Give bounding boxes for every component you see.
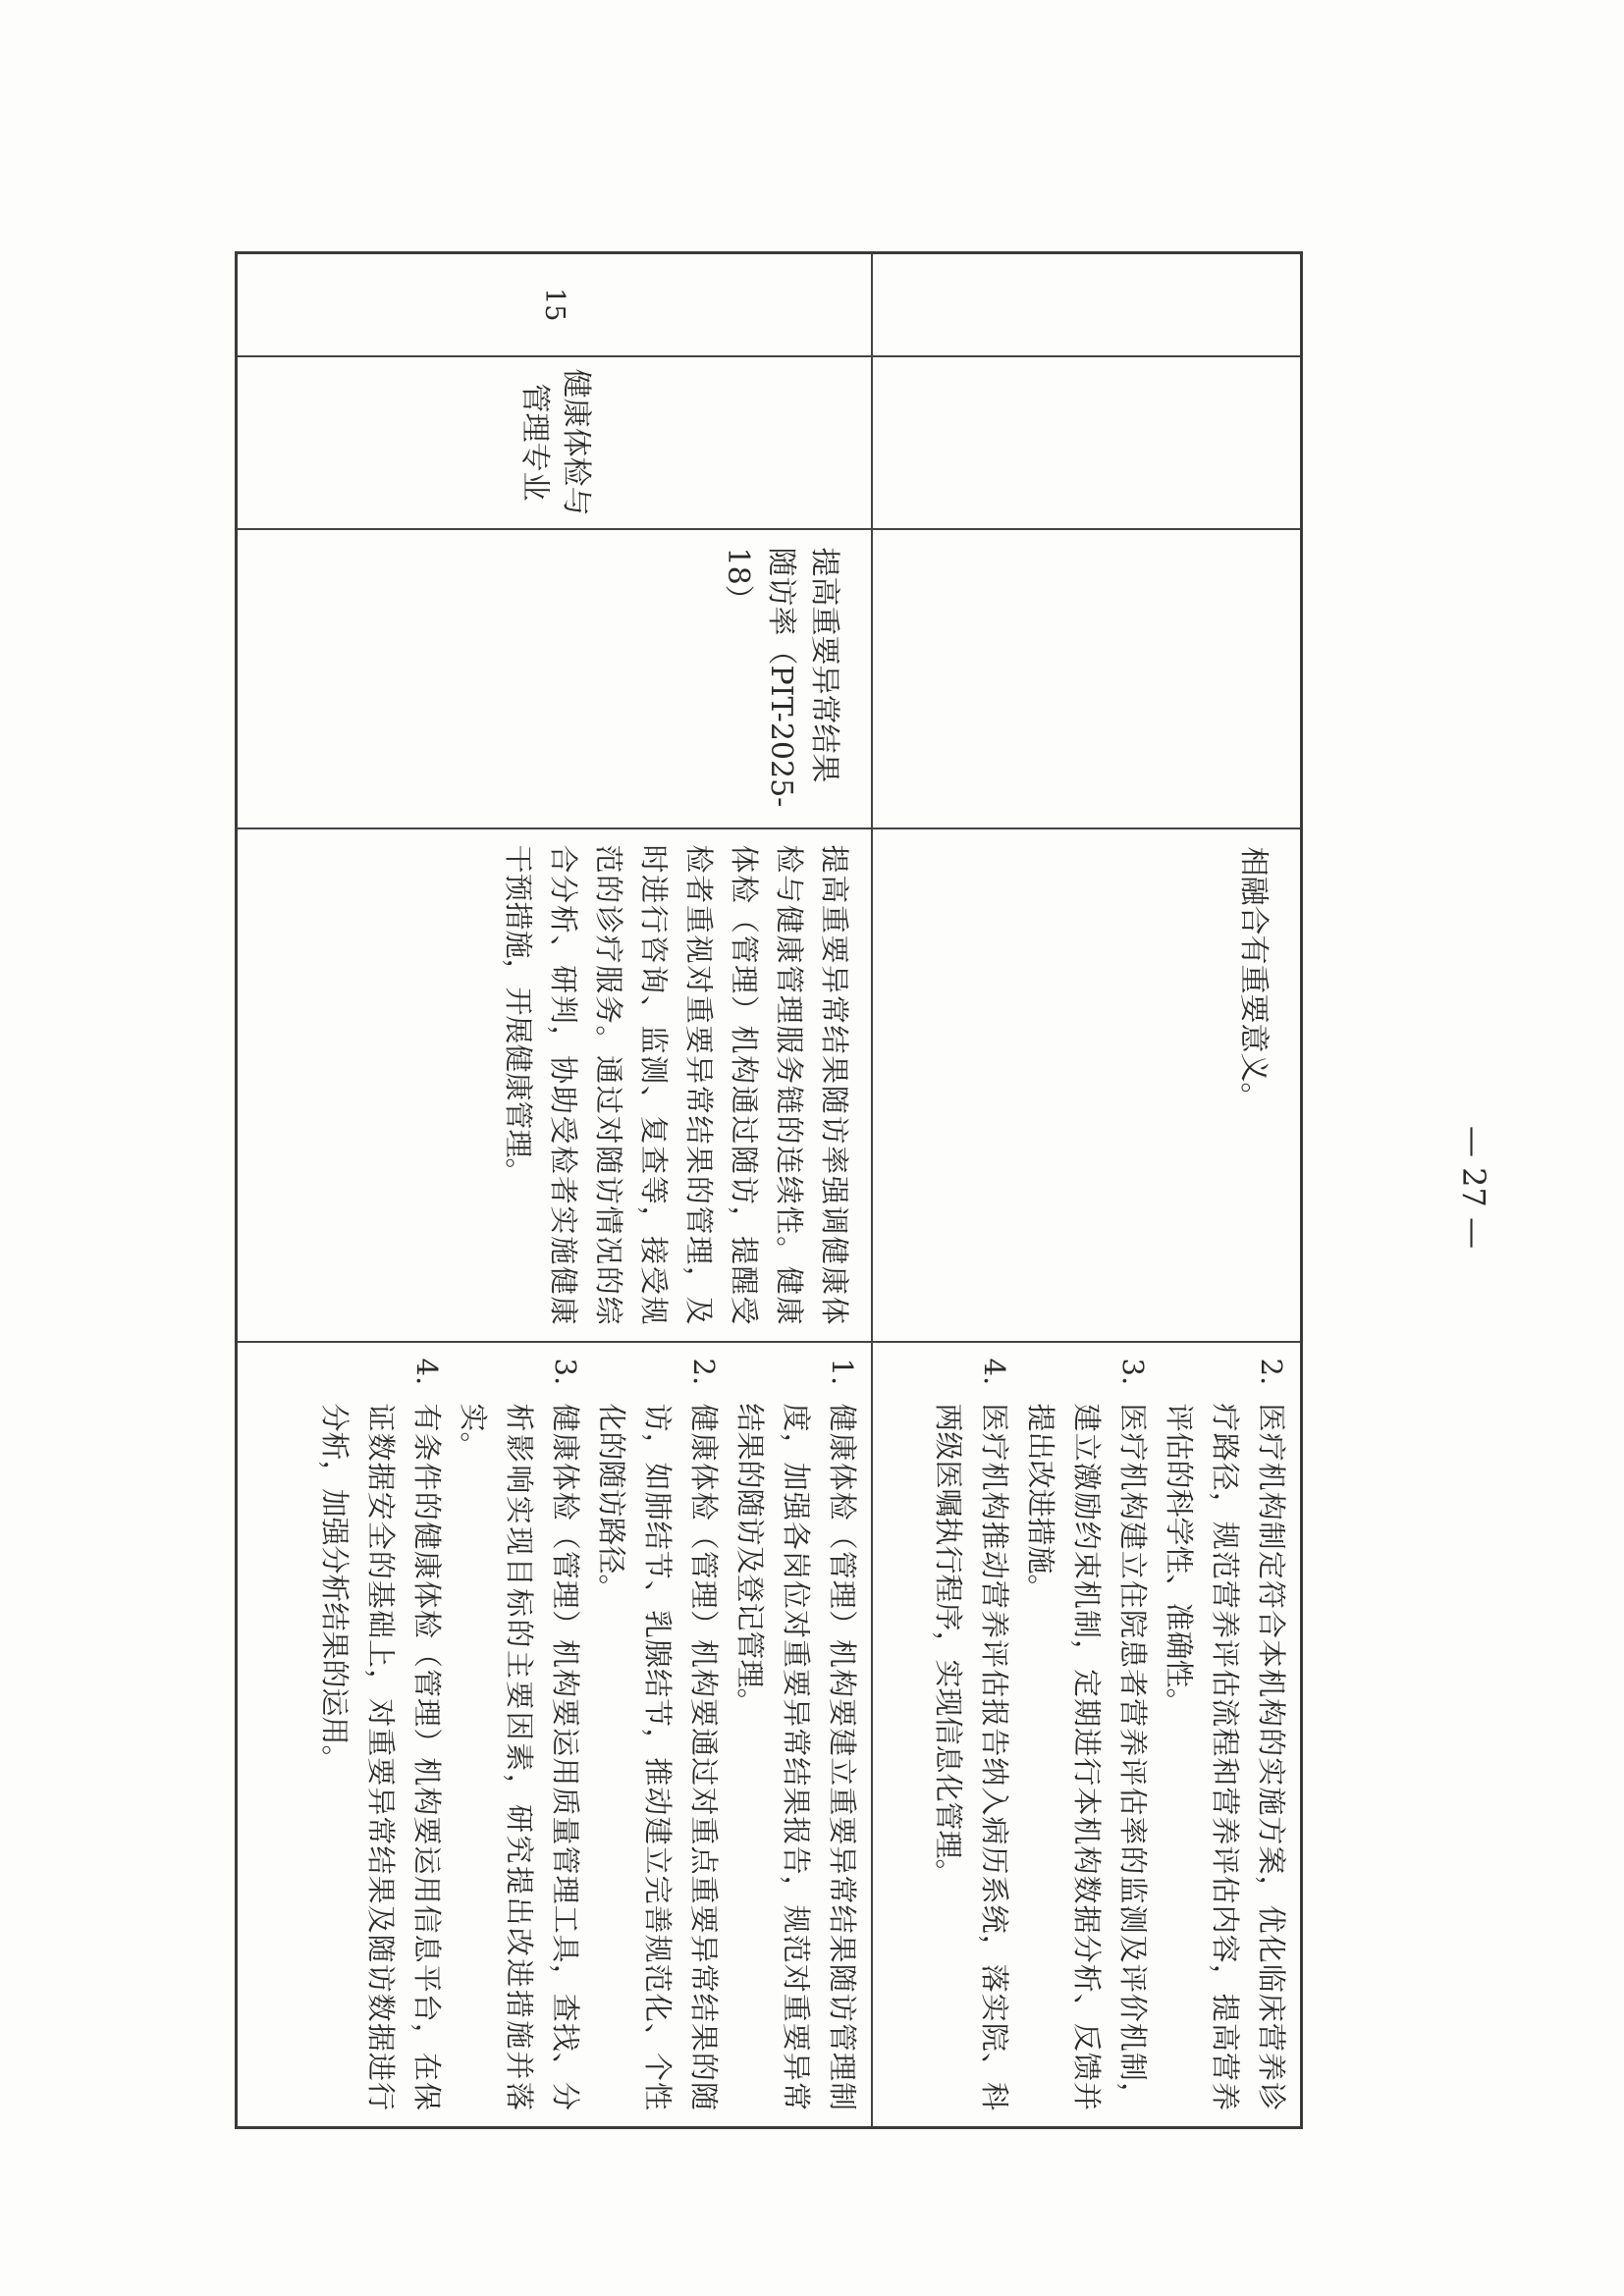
list-item xyxy=(1017,1359,1156,2111)
list-item xyxy=(1156,1359,1294,2111)
row-number: 15 xyxy=(539,288,570,322)
item-text: 医疗机构建立住院患者营养评估率的监测及评价机制，建立激励约束机制，定期进行本机构数据分析、反馈并提出改进措施。 xyxy=(1024,1403,1150,2110)
item-text: 健康体检（管理）机构要运用质量管理工具，查找、分析影响实现目标的主要因素，研究提出改进措施并落实。 xyxy=(457,1403,583,2110)
table-row-15 xyxy=(237,253,873,2128)
cell-number-empty xyxy=(873,253,1302,356)
item-text: 医疗机构推动营养评估报告纳入病历系统，落实院、科两级医嘱执行程序，实现信息化管理。 xyxy=(932,1403,1011,2110)
item-number: 3. xyxy=(1116,1358,1150,1386)
target-name-text: 提高重要异常结果随访率（PIT-2025-18） xyxy=(721,547,842,808)
description-text: 提高重要异常结果随访率强调健康体检与健康管理服务链的连续性。健康体检（管理）机构通过随访，提醒受检者重视对重要异常结果的管理，及时进行咨询、监测、复查等，接受规范的诊疗服务。通过对随访情况的综合分析、研判，协助受检者实施健康干预措施，开展健康管理。 xyxy=(502,844,852,1325)
cell-measures-continued xyxy=(873,1342,1302,2128)
item-number: 1. xyxy=(826,1358,860,1386)
rotated-table-page xyxy=(238,251,1303,2126)
item-number: 3. xyxy=(549,1358,583,1386)
list-item xyxy=(925,1359,1017,2111)
cell-target-name xyxy=(237,529,873,828)
list-item xyxy=(451,1359,589,2111)
item-number: 2. xyxy=(1255,1358,1288,1386)
item-number: 4. xyxy=(978,1358,1011,1386)
cell-specialty xyxy=(237,356,873,529)
list-item xyxy=(589,1359,728,2111)
item-text: 健康体检（管理）机构要通过对重点重要异常结果的随访，如肺结节、乳腺结节，推动建立完善规范化、个性化的随访路径。 xyxy=(595,1403,722,2110)
item-text: 医疗机构制定符合本机构的实施方案，优化临床营养诊疗路径，规范营养评估流程和营养评估内容，提高营养评估的科学性、准确性。 xyxy=(1163,1403,1288,2110)
cell-row-number xyxy=(237,253,873,356)
table-row-continued xyxy=(873,253,1302,2128)
page-number: — 27 — xyxy=(1455,1126,1492,1250)
item-number: 2. xyxy=(687,1358,722,1386)
goals-table xyxy=(235,251,1303,2129)
item-text: 有条件的健康体检（管理）机构要运用信息平台，在保证数据安全的基础上，对重要异常结果及随访数据进行分析，加强分析结果的运用。 xyxy=(318,1403,445,2110)
description-tail-text: 相融合有重要意义。 xyxy=(1236,846,1271,1112)
list-item xyxy=(312,1359,451,2111)
cell-description-tail xyxy=(873,828,1302,1342)
item-text: 健康体检（管理）机构要建立重要异常结果随访管理制度，加强各岗位对重要异常结果报告，规范对重要异常结果的随访及登记管理。 xyxy=(733,1403,860,2110)
item-number: 4. xyxy=(410,1358,445,1386)
specialty-text: 健康体检与管理专业 xyxy=(516,368,593,516)
cell-description xyxy=(237,828,873,1342)
cell-measures xyxy=(237,1342,873,2128)
cell-specialty-empty xyxy=(873,356,1302,529)
cell-target-name-empty xyxy=(873,529,1302,828)
list-item xyxy=(728,1359,866,2111)
